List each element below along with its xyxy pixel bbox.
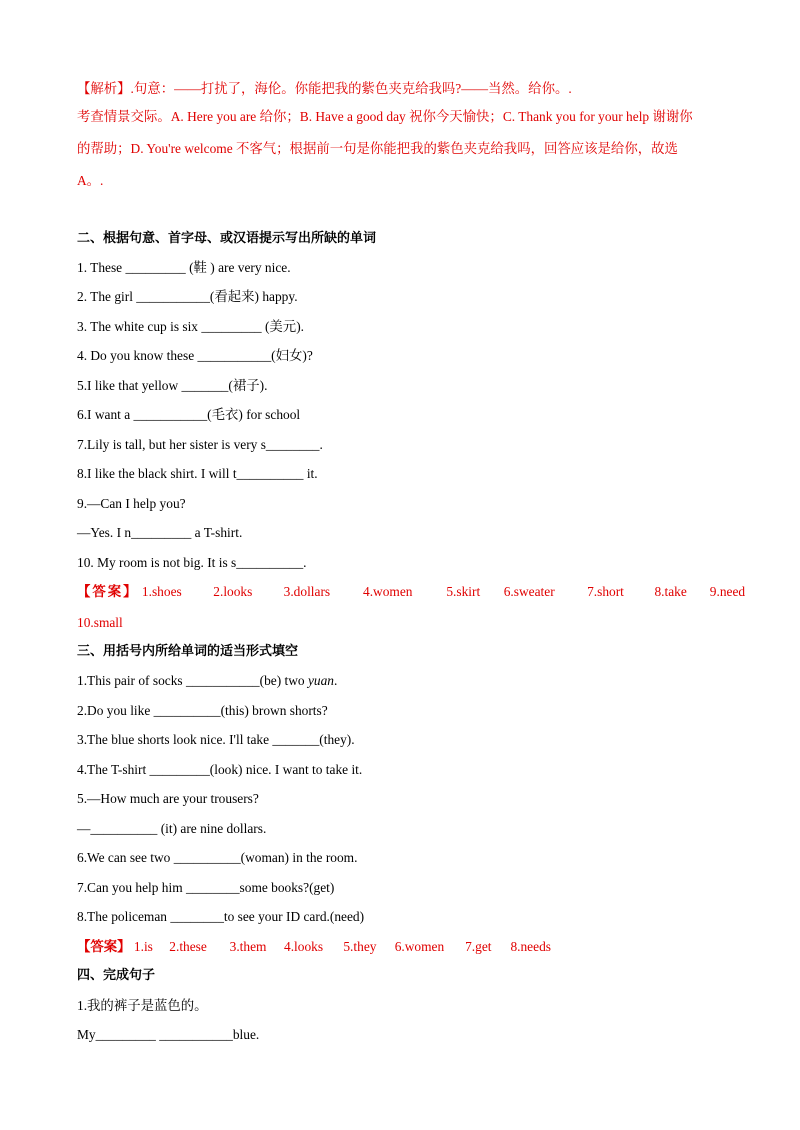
s3-item-1-yuan: yuan bbox=[307, 673, 334, 688]
s3-item-2: 2.Do you like __________(this) brown shorts? bbox=[77, 703, 328, 718]
answer-label: 【答案】 bbox=[77, 939, 131, 954]
s2-item-4: 4. Do you know these ___________(妇女)? bbox=[77, 348, 313, 363]
s3-item-5-reply: —__________ (it) are nine dollars. bbox=[77, 821, 267, 836]
s3-item-1 bbox=[77, 672, 337, 690]
s2-item-10: 10. My room is not big. It is s__________. bbox=[77, 555, 307, 570]
s2-answer-2: 2.looks bbox=[213, 584, 253, 599]
s3-answer-7: 7.get bbox=[465, 939, 492, 954]
s2-answer-5: 5.skirt bbox=[446, 584, 481, 599]
answer-label: 【答案】 bbox=[77, 584, 139, 599]
s3-item-3: 3.The blue shorts look nice. I'll take _______(they). bbox=[77, 732, 355, 747]
s2-answer-line bbox=[77, 583, 745, 601]
section-4-title: 四、完成句子 bbox=[77, 968, 156, 983]
s3-answer-4: 4.looks bbox=[284, 939, 324, 954]
s2-answer-4: 4.women bbox=[363, 584, 413, 599]
s3-answer-8: 8.needs bbox=[510, 939, 551, 954]
s2-item-9: 9.—Can I help you? bbox=[77, 496, 186, 511]
s4-item-1-cn: 1.我的裤子是蓝色的。 bbox=[77, 998, 208, 1013]
s2-item-9-reply: —Yes. I n_________ a T-shirt. bbox=[77, 525, 243, 540]
s2-answer-10: 10.small bbox=[77, 615, 123, 630]
s2-answer-3: 3.dollars bbox=[283, 584, 331, 599]
s2-answer-6: 6.sweater bbox=[503, 584, 555, 599]
s4-item-1-en: My_________ ___________blue. bbox=[77, 1027, 260, 1042]
s3-answer-6: 6.women bbox=[394, 939, 445, 954]
s3-item-7: 7.Can you help him ________some books?(get) bbox=[77, 880, 335, 895]
s3-item-6: 6.We can see two __________(woman) in the room. bbox=[77, 850, 358, 865]
analysis-line-4: A。. bbox=[77, 173, 104, 188]
s2-answer-1: 1.shoes bbox=[141, 584, 182, 599]
s3-item-5: 5.—How much are your trousers? bbox=[77, 791, 259, 806]
s2-item-5: 5.I like that yellow _______(裙子). bbox=[77, 378, 268, 393]
s3-item-1-end: . bbox=[334, 673, 338, 688]
s2-item-8: 8.I like the black shirt. I will t__________ it. bbox=[77, 466, 318, 481]
analysis-line-1: 【解析】.句意：——打扰了，海伦。你能把我的紫色夹克给我吗?——当然。给你。. bbox=[77, 81, 572, 96]
s3-answer-3: 3.them bbox=[229, 939, 267, 954]
section-2-title: 二、根据句意、首字母、或汉语提示写出所缺的单词 bbox=[77, 231, 377, 246]
s2-item-3: 3. The white cup is six _________ (美元). bbox=[77, 319, 304, 334]
s3-answer-2: 2.these bbox=[169, 939, 207, 954]
s2-answer-7: 7.short bbox=[587, 584, 624, 599]
s2-item-6: 6.I want a ___________(毛衣) for school bbox=[77, 407, 301, 422]
s2-item-2: 2. The girl ___________(看起来) happy. bbox=[77, 289, 298, 304]
s2-item-1: 1. These _________ (鞋 ) are very nice. bbox=[77, 260, 291, 275]
analysis-line-2: 考查情景交际。A. Here you are 给你；B. Have a good day 祝你今天愉快；C. Thank you for your help 谢谢你 bbox=[77, 109, 693, 124]
s3-answer-line bbox=[77, 938, 551, 956]
s3-item-1-text: 1.This pair of socks ___________(be) two bbox=[77, 673, 308, 688]
s2-answer-8: 8.take bbox=[654, 584, 687, 599]
analysis-line-3: 的帮助；D. You're welcome 不客气；根据前一句是你能把我的紫色夹克给我吗，回答应该是给你，故选 bbox=[77, 141, 678, 156]
s3-item-8: 8.The policeman ________to see your ID card.(need) bbox=[77, 909, 365, 924]
s3-answer-1: 1.is bbox=[133, 939, 153, 954]
s2-answer-9: 9.need bbox=[709, 584, 746, 599]
s2-item-7: 7.Lily is tall, but her sister is very s________. bbox=[77, 437, 323, 452]
section-3-title: 三、用括号内所给单词的适当形式填空 bbox=[77, 644, 299, 659]
s3-answer-5: 5.they bbox=[343, 939, 377, 954]
s3-item-4: 4.The T-shirt _________(look) nice. I want to take it. bbox=[77, 762, 363, 777]
